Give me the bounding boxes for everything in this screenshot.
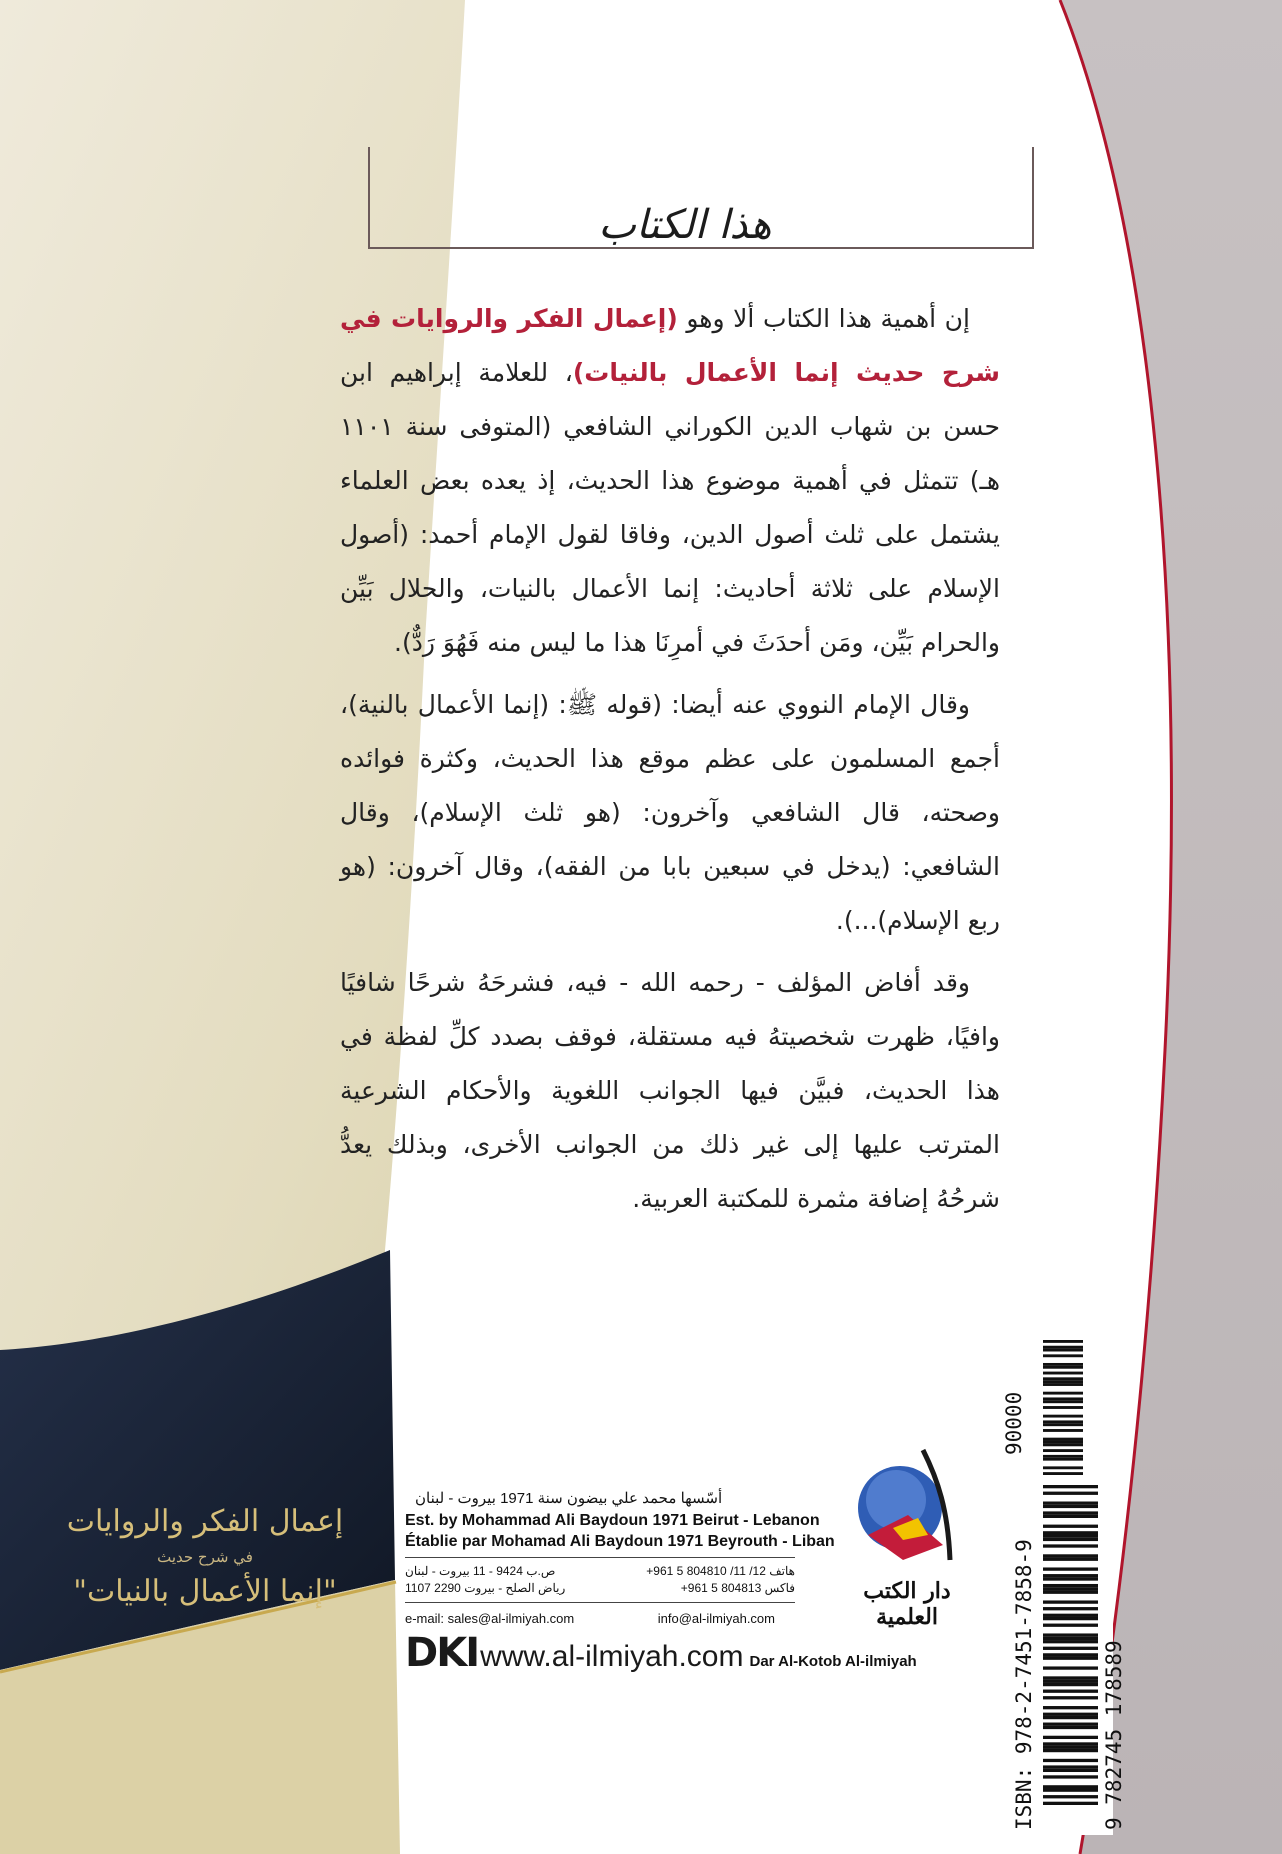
po-box: ص.ب 9424 - 11 بيروت - لبنان <box>405 1564 556 1578</box>
barcode-main-bar <box>1043 1666 1098 1669</box>
website-link[interactable]: www.al-ilmiyah.com <box>480 1640 744 1673</box>
telephone: هاتف 12/ 11/ 804810 5 961+ <box>646 1564 795 1578</box>
divider <box>405 1557 795 1558</box>
barcode-main-bar <box>1043 1742 1098 1745</box>
barcode-addon-bar <box>1043 1366 1083 1369</box>
barcode-main-bar <box>1043 1769 1098 1772</box>
dki-logo-text: DKI <box>405 1630 479 1676</box>
barcode-addon-bar <box>1043 1420 1083 1423</box>
book-title-line-2: في شرح حديث <box>157 1548 253 1566</box>
barcode-main-bar <box>1043 1785 1098 1788</box>
founded-arabic: أسّسها محمد علي بيضون سنة 1971 بيروت - لبنان <box>415 1490 723 1507</box>
barcode-main-bar <box>1043 1544 1098 1547</box>
barcode-digits: 9 782745 178589 <box>1102 1640 1126 1830</box>
barcode-addon-bar <box>1043 1466 1083 1469</box>
barcode-main-bar <box>1043 1795 1098 1798</box>
publisher-globe-logo-icon <box>848 1440 968 1570</box>
barcode-main-bar <box>1043 1713 1098 1716</box>
barcode-main-bar <box>1043 1690 1098 1693</box>
barcode-addon-bar <box>1043 1372 1083 1375</box>
barcode-main-bar <box>1043 1802 1098 1805</box>
barcode-main-bar <box>1043 1706 1098 1709</box>
emails-row <box>405 1608 775 1630</box>
barcode-addon-bar <box>1043 1458 1083 1461</box>
barcode-main-bar <box>1043 1554 1098 1557</box>
contact-row-2 <box>405 1580 795 1597</box>
book-description <box>340 292 1000 1234</box>
contact-row-1 <box>405 1563 795 1580</box>
paragraph-3: وقد أفاض المؤلف - رحمه الله - فيه، فشرحَهُ شرحًا شافيًا وافيًا، ظهرت شخصيتهُ فيه مستقلة، فوقف بصدد كلِّ لفظة في هذا الحديث، فبيَّن فيها الجوانب اللغوية والأحكام الشرعية المترتب عليها إلى غير ذلك من الجوانب الأخرى، وبذلك يعدُّ شرحُهُ إضافة مثمرة للمكتبة العربية. <box>340 968 1000 1213</box>
barcode-main-bar <box>1043 1607 1098 1610</box>
book-title-highlight: (إعمال الفكر والروايات في شرح حديث إنما الأعمال بالنيات) <box>340 304 1000 387</box>
barcode-main-bar <box>1043 1683 1098 1686</box>
barcode-main-bar <box>1043 1515 1098 1518</box>
barcode-main-bar <box>1043 1525 1098 1528</box>
barcode-main-bar <box>1043 1696 1098 1699</box>
riad-address: رياض الصلح - بيروت 2290 1107 <box>405 1581 566 1595</box>
barcode-addon-bar <box>1043 1429 1083 1432</box>
barcode-main-bar <box>1043 1723 1098 1726</box>
barcode-main-bar <box>1043 1775 1098 1778</box>
isbn-label: ISBN: 978-2-7451-7858-9 <box>1012 1539 1036 1830</box>
barcode-addon-bar <box>1043 1455 1083 1458</box>
barcode-addon-bar <box>1043 1383 1083 1386</box>
barcode-addon-bar <box>1043 1354 1083 1357</box>
barcode-main-bar <box>1043 1759 1098 1762</box>
barcode-main-bar <box>1043 1647 1098 1650</box>
p1-start: إن أهمية هذا الكتاب ألا وهو <box>677 304 970 333</box>
barcode-addon-bar <box>1043 1406 1083 1409</box>
barcode-main-bar <box>1043 1574 1098 1577</box>
barcode-addon-bar <box>1043 1415 1083 1418</box>
info-email[interactable]: info@al-ilmiyah.com <box>657 1611 775 1626</box>
barcode-main-bar <box>1043 1749 1098 1752</box>
barcode-addon-bar <box>1043 1441 1083 1444</box>
barcode-addon-bar <box>1043 1400 1083 1403</box>
book-title-line-1: إعمال الفكر والروايات <box>66 1504 344 1539</box>
barcode-main-bar <box>1043 1676 1098 1679</box>
barcode-main-bar <box>1043 1657 1098 1660</box>
barcode-addon-bar <box>1043 1392 1083 1395</box>
barcode-main-bar <box>1043 1600 1098 1603</box>
barcode-main-bar <box>1043 1726 1098 1729</box>
barcode-main-bar <box>1043 1538 1098 1541</box>
section-title: هذا الكتاب <box>598 202 772 248</box>
barcode-main-bar <box>1043 1637 1098 1640</box>
established-english: Est. by Mohammad Ali Baydoun 1971 Beirut - Lebanon <box>405 1512 820 1529</box>
barcode-main-bar <box>1043 1716 1098 1719</box>
barcode-addon-bar <box>1043 1472 1083 1475</box>
paragraph-1 <box>340 292 1000 670</box>
barcode-main-bar <box>1043 1640 1098 1643</box>
barcode-main-bar <box>1043 1492 1098 1495</box>
p1-rest: ، للعلامة إبراهيم ابن حسن بن شهاب الدين الكوراني الشافعي (المتوفى سنة ١١٠١ هـ) تتمثل في أهمية موضوع هذا الحديث، إذ يعده بعض العلماء يشتمل على ثلث أصول الدين، وفاقا لقول الإمام أحمد: (أصول الإسلام على ثلاثة أحاديث: إنما الأعمال بالنيات، والحلال بَيِّن والحرام بَيِّن، ومَن أحدَثَ في أمرِنَا هذا ما ليس منه فَهُوَ رَدٌّ). <box>340 358 1000 657</box>
barcode-addon-bar <box>1043 1423 1083 1426</box>
barcode-main-bar <box>1043 1614 1098 1617</box>
publisher-name-english: Dar Al-Kotob Al-ilmiyah <box>749 1653 917 1670</box>
sales-email[interactable]: e-mail: sales@al-ilmiyah.com <box>405 1611 575 1626</box>
barcode-main-bar <box>1043 1531 1098 1534</box>
barcode-main-bar <box>1043 1577 1098 1580</box>
barcode-addon-bar <box>1043 1449 1083 1452</box>
barcode-main-bar <box>1043 1511 1098 1514</box>
barcode-main-bar <box>1043 1765 1098 1768</box>
divider-2 <box>405 1602 795 1603</box>
barcode-addon-bar <box>1043 1340 1083 1343</box>
barcode-main-bar <box>1043 1746 1098 1749</box>
web-row <box>405 1630 917 1676</box>
book-title-line-3: "إنما الأعمال بالنيات" <box>73 1574 337 1609</box>
barcode-addon-bar <box>1043 1377 1083 1380</box>
barcode-main-bar <box>1043 1501 1098 1504</box>
barcode-main-bar <box>1043 1789 1098 1792</box>
barcode-main-bar <box>1043 1653 1098 1656</box>
barcode-main-bar <box>1043 1680 1098 1683</box>
paragraph-2: وقال الإمام النووي عنه أيضا: (قوله ﷺ: (إنما الأعمال بالنية)، أجمع المسلمون على عظم موقع هذا الحديث، وكثرة فوائده وصحته، قال الشافعي وآخرون: (هو ثلث الإسلام)، وقال الشافعي: (يدخل في سبعين بابا من الفقه)، وقال آخرون: (هو ربع الإسلام)...). <box>340 690 1000 935</box>
book-title-calligraphy <box>55 1500 355 1614</box>
barcode-main-bar <box>1043 1633 1098 1636</box>
barcode-main-bar <box>1043 1505 1098 1508</box>
fax: فاكس 804813 5 961+ <box>680 1581 795 1595</box>
barcode-addon-bar <box>1043 1380 1083 1383</box>
barcode-addon-bar <box>1043 1363 1083 1366</box>
barcode-main-bar <box>1043 1587 1098 1590</box>
barcode-main-bar <box>1043 1624 1098 1627</box>
barcode-main-bar <box>1043 1534 1098 1537</box>
barcode-main-bar <box>1043 1591 1098 1594</box>
barcode-addon-bar <box>1043 1443 1083 1446</box>
barcode-main-bar <box>1043 1567 1098 1570</box>
barcode-addon-bar <box>1043 1397 1083 1400</box>
barcode-addon-bar <box>1043 1438 1083 1441</box>
barcode-addon-bar <box>1043 1346 1083 1349</box>
barcode-main-bar <box>1043 1617 1098 1620</box>
publisher-name-arabic: دار الكتب العلمية <box>863 1578 951 1630</box>
barcode-main-bar <box>1043 1584 1098 1587</box>
established-french: Établie par Mohamad Ali Baydoun 1971 Beyrouth - Liban <box>405 1533 835 1550</box>
barcode-addon-bar <box>1043 1349 1083 1352</box>
barcode-main-bar <box>1043 1558 1098 1561</box>
barcode-main-bar <box>1043 1485 1098 1488</box>
barcode-main-bar <box>1043 1736 1098 1739</box>
barcode-addon-digits: 90000 <box>1002 1391 1026 1455</box>
